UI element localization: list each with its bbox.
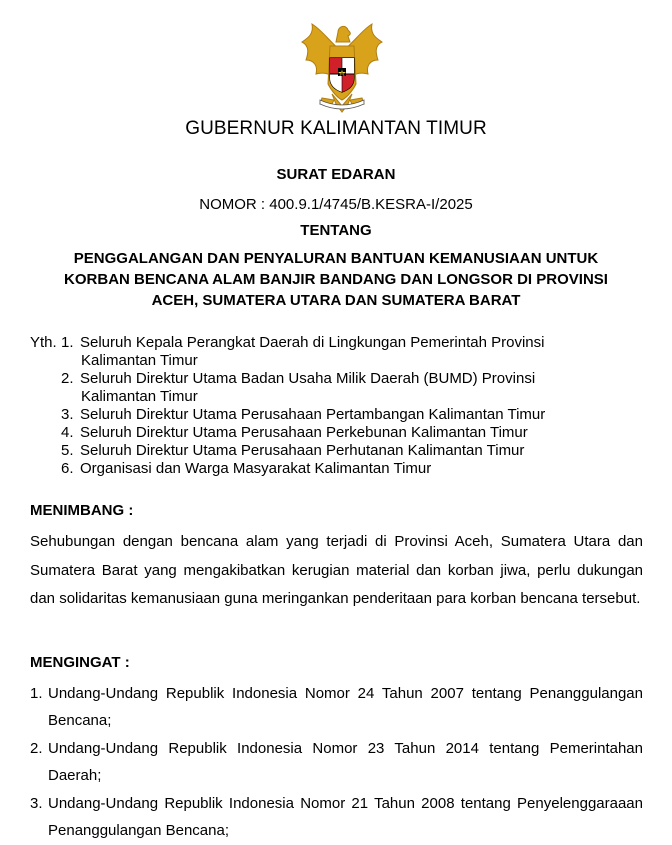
list-item: [61, 424, 651, 442]
list-item-number: 4.: [61, 424, 74, 441]
menimbang-heading: MENIMBANG :: [30, 502, 134, 519]
list-item-continuation: Kalimantan Timur: [81, 352, 198, 369]
list-item-number: 5.: [61, 442, 74, 459]
list-item-number: 1.: [61, 334, 74, 351]
list-item-number: 3.: [30, 795, 43, 812]
menimbang-paragraph: Sehubungan dengan bencana alam yang terjadi di Provinsi Aceh, Sumatera Utara dan Sumatera Barat yang mengakibatkan kerugian material dan korban jiwa, perlu dukungan dan solidaritas kemanusiaan guna meringankan penderitaan para korban bencana tersebut.: [30, 533, 643, 607]
list-item-number: 2.: [30, 740, 43, 757]
mengingat-heading: MENGINGAT :: [30, 654, 130, 671]
list-item: [61, 406, 651, 424]
list-item: [30, 680, 643, 734]
governor-title: GUBERNUR KALIMANTAN TIMUR: [185, 118, 487, 139]
list-item-number: 2.: [61, 370, 74, 387]
list-item-number: 6.: [61, 460, 74, 477]
letter-type: SURAT EDARAN: [276, 166, 396, 183]
list-item-text: Seluruh Direktur Utama Badan Usaha Milik Daerah (BUMD) Provinsi: [80, 370, 536, 387]
list-item-text: Undang-Undang Republik Indonesia Nomor 24 Tahun 2007 tentang Penanggulangan Bencana;: [48, 685, 643, 729]
list-item-text: Seluruh Direktur Utama Perusahaan Perhutanan Kalimantan Timur: [80, 442, 525, 459]
list-item: [61, 334, 651, 370]
subject-line: ACEH, SUMATERA UTARA DAN SUMATERA BARAT: [151, 292, 521, 309]
mengingat-list: [30, 680, 643, 845]
list-item: [61, 460, 651, 478]
list-item: [61, 442, 651, 460]
list-item-text: Undang-Undang Republik Indonesia Nomor 23 Tahun 2014 tentang Pemerintahan Daerah;: [48, 740, 643, 784]
garuda-pancasila-emblem-icon: [294, 20, 390, 116]
list-item-text: Undang-Undang Republik Indonesia Nomor 21 Tahun 2008 tentang Penyelenggaraaan Penanggulangan Bencana;: [48, 795, 643, 839]
letter-number: NOMOR : 400.9.1/4745/B.KESRA-I/2025: [199, 196, 473, 213]
letter-subject: [30, 248, 642, 311]
recipients-list: [61, 334, 651, 478]
subject-line: PENGGALANGAN DAN PENYALURAN BANTUAN KEMANUSIAAN UNTUK: [73, 250, 599, 267]
list-item-number: 1.: [30, 685, 43, 702]
recipients-prefix: Yth.: [30, 334, 57, 351]
list-item-continuation: Kalimantan Timur: [81, 388, 198, 405]
list-item: [30, 790, 643, 844]
letter-about: TENTANG: [300, 222, 372, 239]
list-item-text: Seluruh Direktur Utama Perusahaan Perkebunan Kalimantan Timur: [80, 424, 528, 441]
list-item-text: Organisasi dan Warga Masyarakat Kalimantan Timur: [80, 460, 432, 477]
list-item-text: Seluruh Kepala Perangkat Daerah di Lingkungan Pemerintah Provinsi: [80, 334, 545, 351]
list-item-text: Seluruh Direktur Utama Perusahaan Pertambangan Kalimantan Timur: [80, 406, 546, 423]
list-item: [61, 370, 651, 406]
list-item: [30, 735, 643, 789]
list-item-number: 3.: [61, 406, 74, 423]
subject-line: KORBAN BENCANA ALAM BANJIR BANDANG DAN LONGSOR DI PROVINSI: [64, 271, 608, 288]
